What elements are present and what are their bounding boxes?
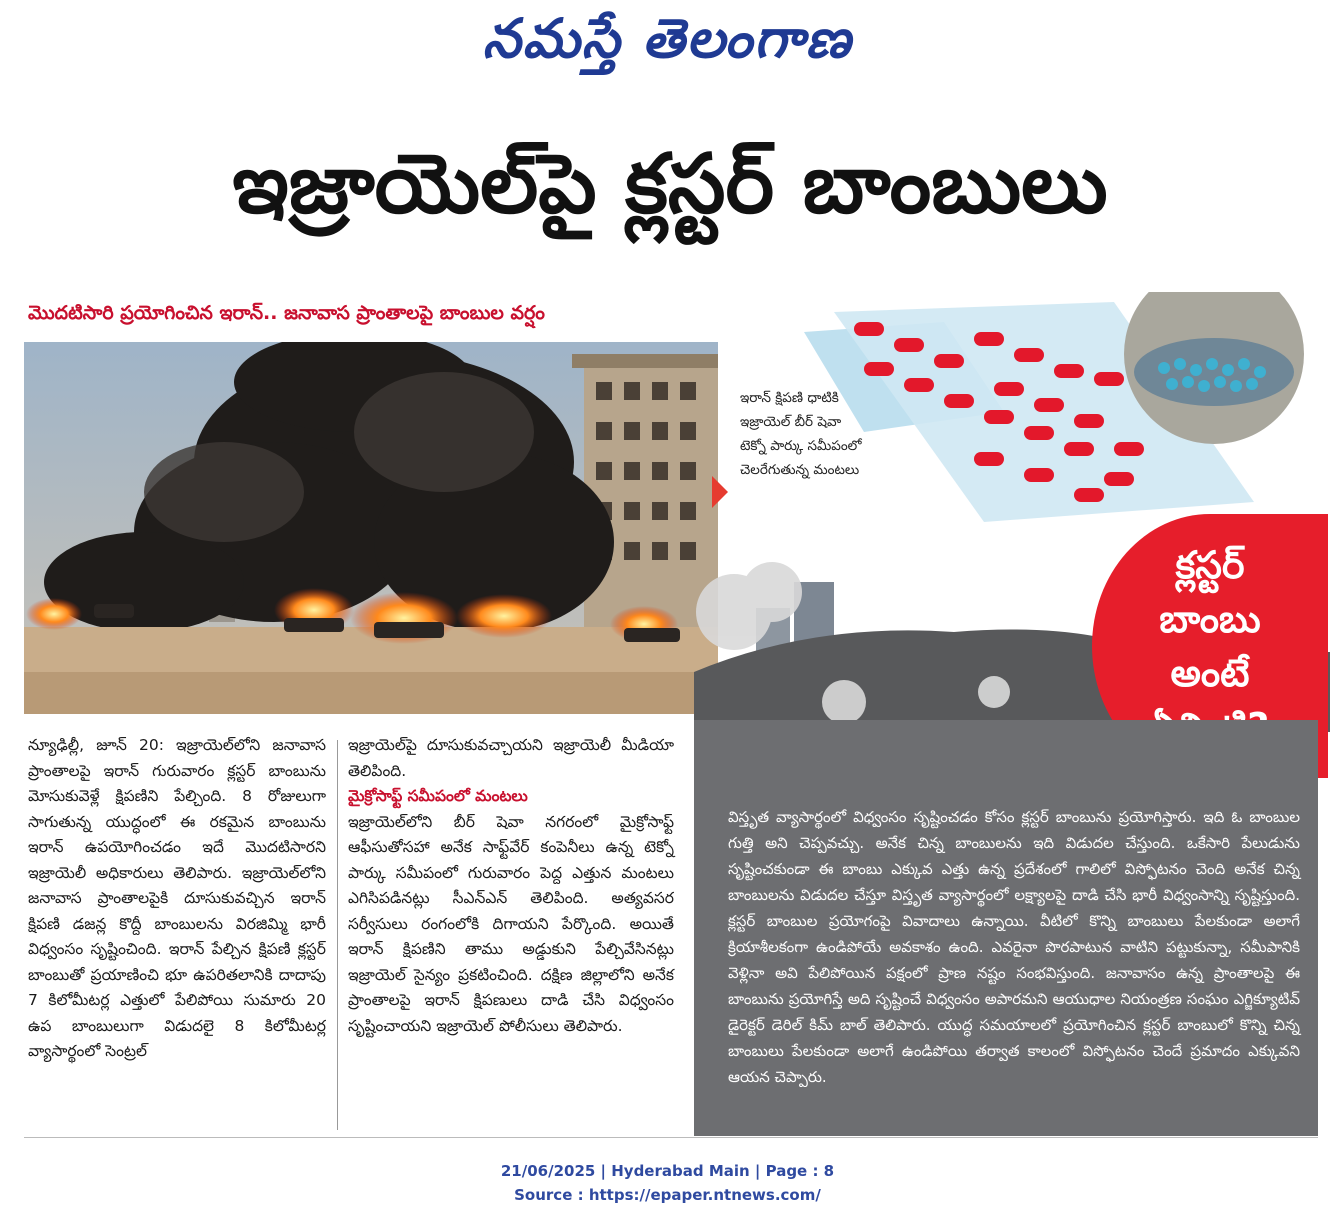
photo-caption: ఇరాన్ క్షిపణి ధాటికి ఇజ్రాయెల్ బీర్ షెవా టెక్నో పార్కు సమీపంలో చెలరేగుతున్న మంటలు bbox=[740, 390, 862, 478]
question-line: అంటే bbox=[1170, 651, 1250, 695]
column-2-body: ఇజ్రాయెల్‌లోని బీర్ షెవా నగరంలో మైక్రోసాఫ్ట్ ఆఫీసుతోసహా అనేక సాఫ్ట్‌వేర్ కంపెనీలు ఉన్న టెక్నో పార్కు సమీపంలో గురువారం పెద్ద ఎత్తున మంటలు ఎగిసిపడినట్లు సీఎన్ఎన్ తెలిపింది. అత్యవసర సర్వీసులు రంగంలోకి దిగాయని పేర్కొంది. అయితే ఇరాన్ క్షిపణిని తాము అడ్డుకుని పేల్చివేసినట్లు ఇజ్రాయెల్ సైన్యం ప్రకటించింది. దక్షిణ జిల్లాలోని అనేక ప్రాంతాలపై ఇరాన్ క్షిపణులు దాడి చేసి విధ్వంసం సృష్టించాయని ఇజ్రాయెల్ పోలీసులు తెలిపారు. bbox=[348, 812, 674, 1035]
masthead-logo: నమస్తే తెలంగాణ bbox=[482, 7, 853, 70]
article-column-1: న్యూఢిల్లీ, జూన్ 20: ఇజ్రాయెల్‌లోని జనావాస ప్రాంతాలపై ఇరాన్ గురువారం క్లస్టర్ బాంబును మోసుకువెళ్లే క్షిపణిని పేల్చింది. 8 రోజులుగా సాగుతున్న యుద్ధంలో ఈ రకమైన బాంబును ఇరాన్ ఉపయోగించడం ఇదే మొదటిసారని ఇజ్రాయెలీ అధికారులు తెలిపారు. ఇజ్రాయెల్‌లోని జనావాస ప్రాంతాలపైకి దూసుకువచ్చిన ఇరాన్ క్షిపణి డజన్ల కొద్దీ బాంబులను విరజిమ్మి భారీ విధ్వంసం సృష్టించింది. ఇరాన్ పేల్చిన క్షిపణి క్లస్టర్ బాంబుతో ప్రయాణించి భూ ఉపరితలానికి దాదాపు 7 కిలోమీటర్ల ఎత్తులో పేలిపోయి సుమారు 20 ఉప బాంబులుగా విడుదలై 8 కిలోమీటర్ల వ్యాసార్థంలో సెంట్రల్ bbox=[28, 736, 326, 1060]
column-divider bbox=[337, 740, 338, 1130]
question-line: క్లస్టర్ bbox=[1175, 543, 1245, 587]
crosshead: మైక్రోసాఫ్ట్ సమీపంలో మంటలు bbox=[348, 787, 528, 805]
explainer-text: విస్తృత వ్యాసార్థంలో విధ్వంసం సృష్టించడం కోసం క్లస్టర్ బాంబును ప్రయోగిస్తారు. ఇది ఓ బాంబుల గుత్తి అని చెప్పవచ్చు. అనేక చిన్న బాంబులను ఇది విడుదల చేస్తుంది. ఒకేసారి పేలుడును సృష్టించకుండా ఈ బాంబు ఎక్కువ ఎత్తు ఉన్న ప్రదేశంలో గాలిలో విస్ఫోటనం చెంది అనేక చిన్న బాంబులను విడుదల చేస్తూ విస్తృత వ్యాసార్థంలో లక్ష్యాలపై దాడి చేసి భారీ విధ్వంసాన్ని సృష్టిస్తుంది. క్లస్టర్ బాంబుల ప్రయోగంపై వివాదాలు ఉన్నాయి. వీటిలో కొన్ని బాంబులు పేలకుండా అలాగే క్రియాశీలకంగా ఉండిపోయే అవకాశం ఉంది. ఎవరైనా పొరపాటున వాటిని పట్టుకున్నా, సమీపానికి వెళ్లినా అవి పేలిపోయిన పక్షంలో ప్రాణ నష్టం సంభవిస్తుంది. జనావాసం ఉన్న ప్రాంతాలపై ఈ బాంబును ప్రయోగిస్తే అది సృష్టించే విధ్వంసం అపారమని ఆయుధాల నియంత్రణ సంఘం ఎగ్జిక్యూటివ్ డైరెక్టర్ డెరిల్ కిమ్ బాల్ తెలిపారు. యుద్ధ సమయాలలో ప్రయోగించిన క్లస్టర్ బాంబులో కొన్ని చిన్న బాంబులు పేలకుండా అలాగే ఉండిపోయి తర్వాత కాలంలో విస్ఫోటనం చెందే ప్రమాదం ఎక్కువని ఆయన చెప్పారు. bbox=[728, 808, 1300, 1086]
question-line: బాంబు bbox=[1159, 597, 1261, 641]
headline: ఇజ్రాయెల్‌పై క్లస్టర్ బాంబులు bbox=[232, 137, 1108, 232]
article-column-2 bbox=[348, 733, 674, 1039]
column-2-intro: ఇజ్రాయెల్‌పై దూసుకువచ్చాయని ఇజ్రాయెలీ మీడియా తెలిపింది. bbox=[348, 736, 674, 780]
subhead: మొదటిసారి ప్రయోగించిన ఇరాన్.. జనావాస ప్రాంతాలపై బాంబుల వర్షం bbox=[28, 302, 545, 324]
bottom-divider bbox=[24, 1137, 1318, 1138]
footer-date-edition: 21/06/2025 | Hyderabad Main | Page : 8 bbox=[500, 1162, 835, 1180]
fire-photo bbox=[24, 342, 718, 714]
footer-source-link[interactable]: Source : https://epaper.ntnews.com/ bbox=[514, 1186, 821, 1204]
